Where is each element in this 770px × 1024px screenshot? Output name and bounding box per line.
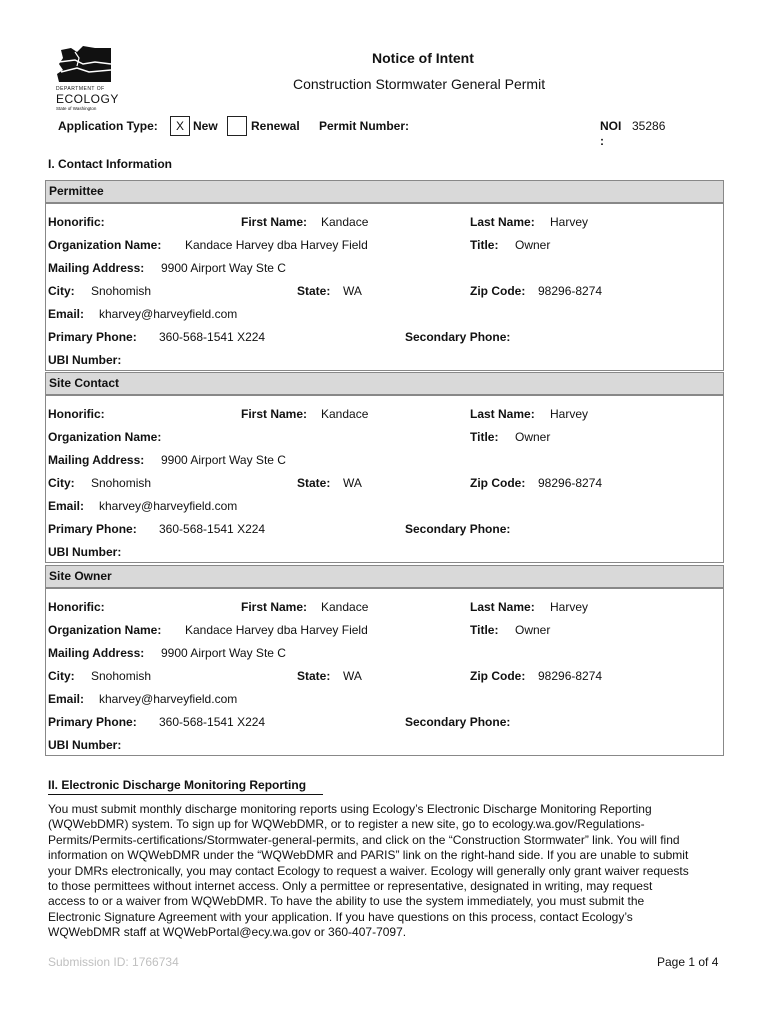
mailing-address-label: Mailing Address: (48, 453, 145, 467)
application-type-label: Application Type: (58, 119, 158, 133)
site-owner-organization: Kandace Harvey dba Harvey Field (185, 623, 368, 637)
primary-phone-label: Primary Phone: (48, 715, 137, 729)
edmr-paragraph (48, 802, 728, 941)
new-label: New (193, 119, 218, 133)
new-checkbox[interactable]: X (170, 116, 190, 136)
site-owner-primary-phone: 360-568-1541 X224 (159, 715, 266, 729)
site-contact-primary-phone: 360-568-1541 X224 (159, 522, 266, 536)
paragraph-line: WQWebDMR staff at WQWebPortal@ecy.wa.gov or 360-407-7097. (48, 925, 407, 940)
title-label: Title: (470, 430, 499, 444)
organization-label: Organization Name: (48, 238, 162, 252)
city-label: City: (48, 284, 75, 298)
email-label: Email: (48, 499, 85, 513)
site-contact-state: WA (343, 476, 362, 490)
page-number: Page 1 of 4 (657, 955, 719, 969)
permittee-first-name: Kandace (321, 215, 369, 229)
paragraph-line: Permits/Permits-certifications/Stormwater-general-permits, and click on the “Construction Stormwater” link. You will find (48, 832, 680, 847)
paragraph-line: information on WQWebDMR under the “WQWebDMR and PARIS” link on the right-hand side. If you are unable to submit (48, 848, 689, 863)
permittee-section (45, 203, 724, 371)
honorific-label: Honorific: (48, 215, 105, 229)
site-contact-email: kharvey@harveyfield.com (99, 499, 238, 513)
site-contact-mailing-address: 9900 Airport Way Ste C (161, 453, 286, 467)
site-owner-heading: Site Owner (45, 565, 724, 588)
permittee-mailing-address: 9900 Airport Way Ste C (161, 261, 286, 275)
logo-department-text: DEPARTMENT OF (56, 86, 105, 92)
paragraph-line: access to or a waiver from WQWebDMR. To have the ability to use the system immediately, you must submit the (48, 894, 645, 909)
site-owner-title: Owner (515, 623, 551, 637)
paragraph-line: (WQWebDMR) system. To sign up for WQWebDMR, or to register a new site, go to ecology.wa.gov/Regulations- (48, 817, 645, 832)
organization-label: Organization Name: (48, 430, 162, 444)
site-contact-first-name: Kandace (321, 407, 369, 421)
ubi-number-label: UBI Number: (48, 738, 122, 752)
paragraph-line: You must submit monthly discharge monitoring reports using Ecology’s Electronic Discharge Monitoring Reporting (48, 802, 652, 816)
site-contact-last-name: Harvey (550, 407, 589, 421)
site-owner-state: WA (343, 669, 362, 683)
renewal-checkbox[interactable] (227, 116, 247, 136)
secondary-phone-label: Secondary Phone: (405, 715, 511, 729)
section-edmr-underline (48, 794, 323, 795)
site-contact-zip-code: 98296-8274 (538, 476, 603, 490)
first-name-label: First Name: (241, 407, 308, 421)
site-owner-zip-code: 98296-8274 (538, 669, 603, 683)
permittee-state: WA (343, 284, 362, 298)
permittee-city: Snohomish (91, 284, 152, 298)
honorific-label: Honorific: (48, 600, 105, 614)
last-name-label: Last Name: (470, 407, 535, 421)
secondary-phone-label: Secondary Phone: (405, 522, 511, 536)
site-owner-city: Snohomish (91, 669, 152, 683)
mailing-address-label: Mailing Address: (48, 261, 145, 275)
ubi-number-label: UBI Number: (48, 545, 122, 559)
primary-phone-label: Primary Phone: (48, 522, 137, 536)
document-subtitle: Construction Stormwater General Permit (293, 76, 546, 92)
secondary-phone-label: Secondary Phone: (405, 330, 511, 344)
zip-code-label: Zip Code: (470, 476, 526, 490)
site-owner-first-name: Kandace (321, 600, 369, 614)
noi-value: 35286 (632, 119, 666, 133)
section-contact-information-heading: I. Contact Information (48, 157, 172, 171)
site-owner-mailing-address: 9900 Airport Way Ste C (161, 646, 286, 660)
email-label: Email: (48, 307, 85, 321)
document-title: Notice of Intent (372, 50, 474, 66)
permit-number-label: Permit Number: (319, 119, 410, 133)
title-label: Title: (470, 623, 499, 637)
state-label: State: (297, 284, 331, 298)
paragraph-line: Electronic Signature Agreement with your application. If you have questions on this process, contact Ecology’s (48, 909, 633, 924)
logo-state-text: State of Washington (56, 106, 97, 111)
site-contact-section (45, 395, 724, 563)
email-label: Email: (48, 692, 85, 706)
site-contact-title: Owner (515, 430, 551, 444)
section-edmr-heading: II. Electronic Discharge Monitoring Reporting (48, 778, 307, 792)
last-name-label: Last Name: (470, 215, 535, 229)
permittee-primary-phone: 360-568-1541 X224 (159, 330, 266, 344)
state-label: State: (297, 476, 331, 490)
permittee-email: kharvey@harveyfield.com (99, 307, 238, 321)
washington-state-map-icon (55, 44, 117, 86)
zip-code-label: Zip Code: (470, 669, 526, 683)
paragraph-line: your DMRs electronically, you may contact Ecology to request a waiver. Ecology will generally only grant waiver requests (48, 863, 689, 878)
site-owner-email: kharvey@harveyfield.com (99, 692, 238, 706)
title-label: Title: (470, 238, 499, 252)
permittee-title: Owner (515, 238, 551, 252)
city-label: City: (48, 669, 75, 683)
permittee-heading: Permittee (45, 180, 724, 203)
zip-code-label: Zip Code: (470, 284, 526, 298)
permittee-organization: Kandace Harvey dba Harvey Field (185, 238, 368, 252)
paragraph-line: to those permittees without internet access. Only a permittee or representative, designated in writing, may request (48, 879, 653, 894)
ubi-number-label: UBI Number: (48, 353, 122, 367)
honorific-label: Honorific: (48, 407, 105, 421)
site-owner-section (45, 588, 724, 756)
site-owner-last-name: Harvey (550, 600, 589, 614)
submission-id: Submission ID: 1766734 (48, 955, 179, 969)
noi-colon: : (600, 134, 604, 148)
mailing-address-label: Mailing Address: (48, 646, 145, 660)
first-name-label: First Name: (241, 215, 308, 229)
site-contact-heading: Site Contact (45, 372, 724, 395)
state-label: State: (297, 669, 331, 683)
first-name-label: First Name: (241, 600, 308, 614)
permittee-last-name: Harvey (550, 215, 589, 229)
primary-phone-label: Primary Phone: (48, 330, 137, 344)
logo-ecology-text: ECOLOGY (56, 92, 119, 106)
last-name-label: Last Name: (470, 600, 535, 614)
renewal-label: Renewal (251, 119, 300, 133)
noi-label: NOI (600, 119, 622, 133)
city-label: City: (48, 476, 75, 490)
site-contact-city: Snohomish (91, 476, 152, 490)
permittee-zip-code: 98296-8274 (538, 284, 603, 298)
organization-label: Organization Name: (48, 623, 162, 637)
